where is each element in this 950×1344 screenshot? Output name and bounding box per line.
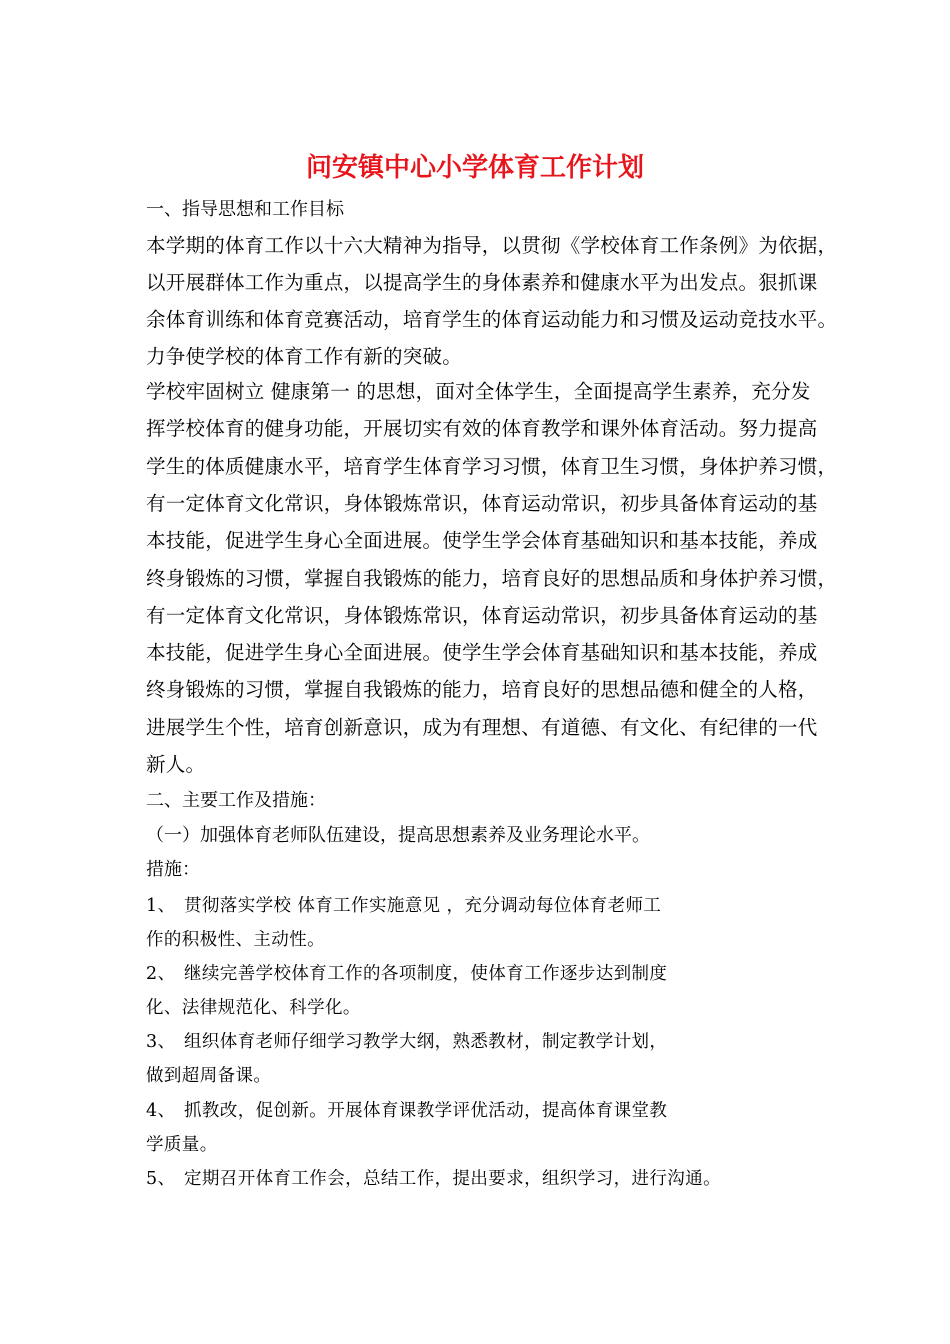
measure-text: 定期召开体育工作会，总结工作，提出要求，组织学习，进行沟通。 — [184, 1169, 721, 1189]
paragraph-line: 本技能，促进学生身心全面进展。使学生学会体育基础知识和基本技能，养成 — [146, 529, 818, 552]
paragraph-line: 挥学校体育的健身功能，开展切实有效的体育教学和课外体育活动。努力提高 — [146, 417, 818, 440]
paragraph-line: 本技能，促进学生身心全面进展。使学生学会体育基础知识和基本技能，养成 — [146, 641, 818, 664]
measure-number: 1、 — [146, 896, 176, 916]
paragraph-line: 力争使学校的体育工作有新的突破。 — [146, 345, 463, 368]
section-heading-main-work: 二、主要工作及措施： — [146, 790, 326, 811]
paragraph-line: 余体育训练和体育竞赛活动，培育学生的体育运动能力和习惯及运动竞技水平。 — [146, 308, 838, 331]
paragraph-line: 进展学生个性，培育创新意识，成为有理想、有道德、有文化、有纪律的一代 — [146, 716, 818, 739]
paragraph-line: 终身锻炼的习惯，掌握自我锻炼的能力，培育良好的思想品德和健全的人格， — [146, 678, 818, 701]
measure-number: 3、 — [146, 1032, 176, 1052]
paragraph-line: 终身锻炼的习惯，掌握自我锻炼的能力，培育良好的思想品质和身体护养习惯， — [146, 567, 838, 590]
measure-continuation: 作的积极性、主动性。 — [146, 930, 325, 950]
paragraph-line: 本学期的体育工作以十六大精神为指导，以贯彻《学校体育工作条例》为依据， — [146, 234, 838, 257]
paragraph-line: 有一定体育文化常识，身体锻炼常识，体育运动常识，初步具备体育运动的基 — [146, 604, 818, 627]
paragraph-line: 以开展群体工作为重点，以提高学生的身体素养和健康水平为出发点。狠抓课 — [146, 271, 818, 294]
measure-item-5 — [146, 1167, 721, 1191]
document-title: 问安镇中心小学体育工作计划 — [305, 153, 644, 183]
measure-continuation: 化、法律规范化、科学化。 — [146, 998, 361, 1018]
paragraph-line: 有一定体育文化常识，身体锻炼常识，体育运动常识，初步具备体育运动的基 — [146, 492, 818, 515]
measures-label: 措施： — [146, 859, 200, 880]
section-heading-guiding-ideas: 一、指导思想和工作目标 — [146, 199, 344, 220]
measure-text: 贯彻落实学校 体育工作实施意见 ，充分调动每位体育老师工 — [184, 896, 662, 916]
paragraph-line: 学校牢固树立 健康第一 的思想，面对全体学生，全面提高学生素养，充分发 — [146, 380, 811, 403]
measure-text: 抓教改，促创新。开展体育课教学评优活动，提高体育课堂教 — [184, 1101, 668, 1121]
subsection-heading: （一）加强体育老师队伍建设，提高思想素养及业务理论水平。 — [146, 825, 650, 846]
measure-item-4 — [146, 1099, 667, 1123]
measure-item-1 — [146, 894, 661, 918]
measure-text: 组织体育老师仔细学习教学大纲，熟悉教材，制定教学计划， — [184, 1032, 668, 1052]
paragraph-line: 新人。 — [146, 753, 206, 776]
measure-number: 4、 — [146, 1101, 176, 1121]
measure-continuation: 做到超周备课。 — [146, 1066, 272, 1086]
measure-number: 2、 — [146, 964, 176, 984]
measure-item-3 — [146, 1030, 667, 1054]
measure-text: 继续完善学校体育工作的各项制度，使体育工作逐步达到制度 — [184, 964, 668, 984]
measure-number: 5、 — [146, 1169, 176, 1189]
measure-item-2 — [146, 962, 667, 986]
paragraph-line: 学生的体质健康水平，培育学生体育学习习惯，体育卫生习惯，身体护养习惯， — [146, 455, 838, 478]
measure-continuation: 学质量。 — [146, 1135, 218, 1155]
